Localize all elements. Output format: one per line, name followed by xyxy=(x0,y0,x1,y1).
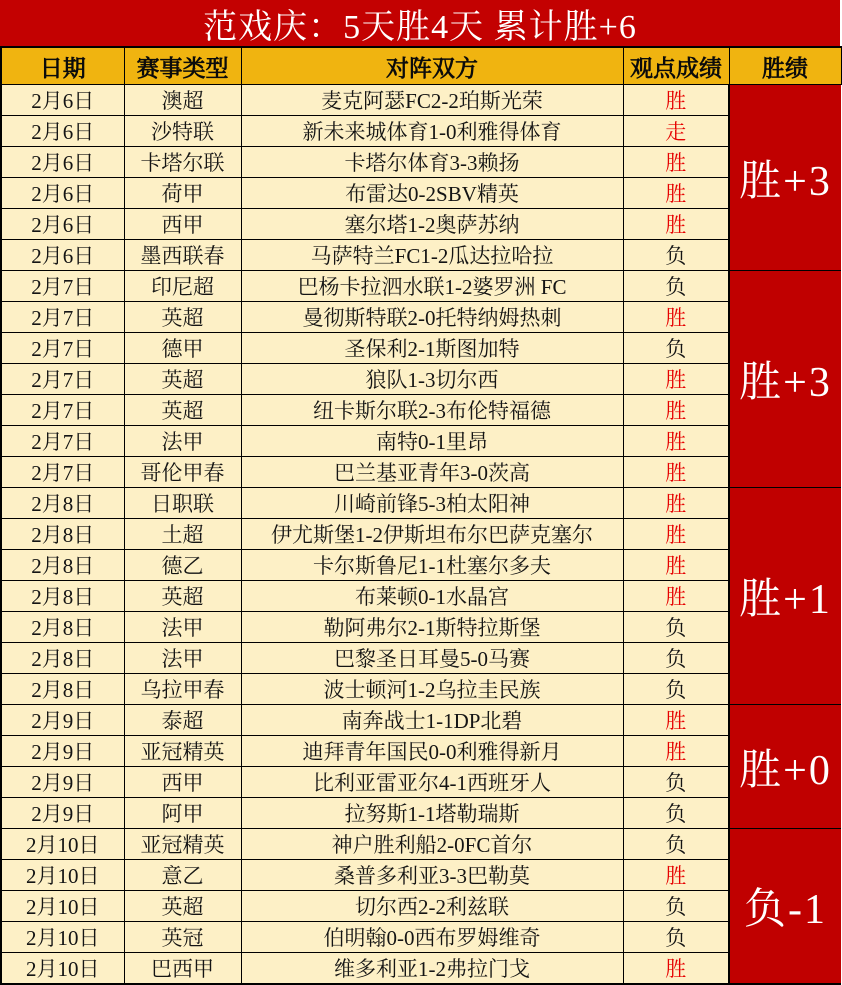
result-cell: 胜 xyxy=(623,209,729,240)
table-row xyxy=(1,767,841,798)
date-cell: 2月7日 xyxy=(1,302,124,333)
header-row xyxy=(1,47,841,85)
league-cell: 法甲 xyxy=(124,643,241,674)
league-cell: 德甲 xyxy=(124,333,241,364)
date-cell: 2月6日 xyxy=(1,85,124,116)
date-cell: 2月8日 xyxy=(1,674,124,705)
match-cell: 塞尔塔1-2奥萨苏纳 xyxy=(241,209,623,240)
table-row xyxy=(1,178,841,209)
match-cell: 巴黎圣日耳曼5-0马赛 xyxy=(241,643,623,674)
date-cell: 2月6日 xyxy=(1,178,124,209)
date-cell: 2月7日 xyxy=(1,364,124,395)
league-cell: 墨西联春 xyxy=(124,240,241,271)
league-cell: 乌拉甲春 xyxy=(124,674,241,705)
result-cell: 胜 xyxy=(623,705,729,736)
column-header-match: 对阵双方 xyxy=(241,47,623,85)
league-cell: 意乙 xyxy=(124,860,241,891)
table-row xyxy=(1,519,841,550)
league-cell: 英超 xyxy=(124,395,241,426)
date-cell: 2月10日 xyxy=(1,922,124,953)
match-cell: 卡尔斯鲁尼1-1杜塞尔多夫 xyxy=(241,550,623,581)
date-cell: 2月10日 xyxy=(1,829,124,860)
result-cell: 负 xyxy=(623,612,729,643)
page-title: 范戏庆：5天胜4天 累计胜+6 xyxy=(203,8,637,46)
date-cell: 2月6日 xyxy=(1,116,124,147)
match-cell: 迪拜青年国民0-0利雅得新月 xyxy=(241,736,623,767)
league-cell: 沙特联 xyxy=(124,116,241,147)
table-row xyxy=(1,116,841,147)
match-cell: 南奔战士1-1DP北碧 xyxy=(241,705,623,736)
table-row xyxy=(1,271,841,302)
date-cell: 2月9日 xyxy=(1,798,124,829)
league-cell: 卡塔尔联 xyxy=(124,147,241,178)
date-cell: 2月6日 xyxy=(1,240,124,271)
league-cell: 澳超 xyxy=(124,85,241,116)
match-cell: 巴兰基亚青年3-0茨高 xyxy=(241,457,623,488)
match-cell: 麦克阿瑟FC2-2珀斯光荣 xyxy=(241,85,623,116)
league-cell: 西甲 xyxy=(124,767,241,798)
league-cell: 法甲 xyxy=(124,426,241,457)
league-cell: 阿甲 xyxy=(124,798,241,829)
date-cell: 2月8日 xyxy=(1,488,124,519)
result-cell: 胜 xyxy=(623,85,729,116)
result-cell: 胜 xyxy=(623,364,729,395)
match-cell: 布莱顿0-1水晶宫 xyxy=(241,581,623,612)
league-cell: 英超 xyxy=(124,891,241,922)
match-cell: 狼队1-3切尔西 xyxy=(241,364,623,395)
table-row xyxy=(1,550,841,581)
result-cell: 负 xyxy=(623,674,729,705)
league-cell: 哥伦甲春 xyxy=(124,457,241,488)
result-cell: 胜 xyxy=(623,426,729,457)
league-cell: 英超 xyxy=(124,364,241,395)
league-cell: 德乙 xyxy=(124,550,241,581)
table-row xyxy=(1,705,841,736)
league-cell: 印尼超 xyxy=(124,271,241,302)
date-cell: 2月9日 xyxy=(1,705,124,736)
results-table-head xyxy=(1,47,841,85)
date-cell: 2月7日 xyxy=(1,271,124,302)
group-summary-cell: 胜+0 xyxy=(729,705,841,829)
match-cell: 伊尤斯堡1-2伊斯坦布尔巴萨克塞尔 xyxy=(241,519,623,550)
date-cell: 2月7日 xyxy=(1,457,124,488)
column-header-result: 观点成绩 xyxy=(623,47,729,85)
result-cell: 负 xyxy=(623,798,729,829)
result-cell: 负 xyxy=(623,829,729,860)
league-cell: 泰超 xyxy=(124,705,241,736)
match-cell: 勒阿弗尔2-1斯特拉斯堡 xyxy=(241,612,623,643)
result-cell: 胜 xyxy=(623,147,729,178)
league-cell: 英冠 xyxy=(124,922,241,953)
league-cell: 英超 xyxy=(124,302,241,333)
date-cell: 2月10日 xyxy=(1,860,124,891)
table-row xyxy=(1,240,841,271)
result-cell: 负 xyxy=(623,767,729,798)
date-cell: 2月6日 xyxy=(1,209,124,240)
date-cell: 2月8日 xyxy=(1,643,124,674)
match-cell: 卡塔尔体育3-3赖扬 xyxy=(241,147,623,178)
match-cell: 波士顿河1-2乌拉圭民族 xyxy=(241,674,623,705)
result-cell: 负 xyxy=(623,891,729,922)
result-cell: 胜 xyxy=(623,519,729,550)
table-row xyxy=(1,147,841,178)
league-cell: 亚冠精英 xyxy=(124,829,241,860)
table-row xyxy=(1,953,841,985)
group-summary-cell: 胜+3 xyxy=(729,271,841,488)
table-row xyxy=(1,860,841,891)
match-cell: 马萨特兰FC1-2瓜达拉哈拉 xyxy=(241,240,623,271)
group-summary-cell: 胜+3 xyxy=(729,85,841,271)
date-cell: 2月9日 xyxy=(1,767,124,798)
league-cell: 西甲 xyxy=(124,209,241,240)
result-cell: 胜 xyxy=(623,488,729,519)
result-cell: 负 xyxy=(623,271,729,302)
group-summary-cell: 负-1 xyxy=(729,829,841,985)
match-cell: 神户胜利船2-0FC首尔 xyxy=(241,829,623,860)
group-summary-cell: 胜+1 xyxy=(729,488,841,705)
date-cell: 2月8日 xyxy=(1,612,124,643)
match-cell: 伯明翰0-0西布罗姆维奇 xyxy=(241,922,623,953)
league-cell: 法甲 xyxy=(124,612,241,643)
date-cell: 2月8日 xyxy=(1,519,124,550)
table-row xyxy=(1,674,841,705)
column-header-date: 日期 xyxy=(1,47,124,85)
result-cell: 胜 xyxy=(623,178,729,209)
league-cell: 荷甲 xyxy=(124,178,241,209)
league-cell: 英超 xyxy=(124,581,241,612)
result-cell: 负 xyxy=(623,240,729,271)
column-header-summary: 胜绩 xyxy=(729,47,841,85)
table-row xyxy=(1,798,841,829)
table-row xyxy=(1,333,841,364)
result-cell: 胜 xyxy=(623,736,729,767)
table-row xyxy=(1,922,841,953)
table-row xyxy=(1,891,841,922)
date-cell: 2月8日 xyxy=(1,550,124,581)
result-cell: 胜 xyxy=(623,302,729,333)
result-cell: 胜 xyxy=(623,860,729,891)
table-row xyxy=(1,85,841,116)
table-row xyxy=(1,364,841,395)
table-row xyxy=(1,395,841,426)
date-cell: 2月9日 xyxy=(1,736,124,767)
table-row xyxy=(1,302,841,333)
table-row xyxy=(1,612,841,643)
match-cell: 布雷达0-2SBV精英 xyxy=(241,178,623,209)
results-table xyxy=(0,46,842,985)
title-bar xyxy=(0,0,840,46)
table-row xyxy=(1,209,841,240)
results-table-body xyxy=(1,85,841,985)
match-cell: 维多利亚1-2弗拉门戈 xyxy=(241,953,623,985)
result-cell: 负 xyxy=(623,922,729,953)
result-cell: 胜 xyxy=(623,550,729,581)
match-cell: 圣保利2-1斯图加特 xyxy=(241,333,623,364)
table-row xyxy=(1,488,841,519)
result-cell: 胜 xyxy=(623,953,729,985)
result-cell: 负 xyxy=(623,333,729,364)
date-cell: 2月10日 xyxy=(1,953,124,985)
date-cell: 2月7日 xyxy=(1,333,124,364)
result-cell: 胜 xyxy=(623,457,729,488)
match-cell: 拉努斯1-1塔勒瑞斯 xyxy=(241,798,623,829)
match-cell: 比利亚雷亚尔4-1西班牙人 xyxy=(241,767,623,798)
match-cell: 曼彻斯特联2-0托特纳姆热刺 xyxy=(241,302,623,333)
match-cell: 新未来城体育1-0利雅得体育 xyxy=(241,116,623,147)
match-cell: 切尔西2-2利兹联 xyxy=(241,891,623,922)
date-cell: 2月7日 xyxy=(1,395,124,426)
column-header-league: 赛事类型 xyxy=(124,47,241,85)
league-cell: 巴西甲 xyxy=(124,953,241,985)
league-cell: 土超 xyxy=(124,519,241,550)
league-cell: 日职联 xyxy=(124,488,241,519)
table-row xyxy=(1,457,841,488)
result-cell: 负 xyxy=(623,643,729,674)
table-row xyxy=(1,426,841,457)
date-cell: 2月6日 xyxy=(1,147,124,178)
date-cell: 2月8日 xyxy=(1,581,124,612)
table-row xyxy=(1,643,841,674)
match-cell: 南特0-1里昂 xyxy=(241,426,623,457)
table-row xyxy=(1,736,841,767)
result-cell: 胜 xyxy=(623,395,729,426)
match-cell: 纽卡斯尔联2-3布伦特福德 xyxy=(241,395,623,426)
table-row xyxy=(1,829,841,860)
date-cell: 2月7日 xyxy=(1,426,124,457)
result-cell: 胜 xyxy=(623,581,729,612)
table-row xyxy=(1,581,841,612)
match-cell: 川崎前锋5-3柏太阳神 xyxy=(241,488,623,519)
result-cell: 走 xyxy=(623,116,729,147)
match-cell: 桑普多利亚3-3巴勒莫 xyxy=(241,860,623,891)
match-cell: 巴杨卡拉泗水联1-2婆罗洲 FC xyxy=(241,271,623,302)
date-cell: 2月10日 xyxy=(1,891,124,922)
league-cell: 亚冠精英 xyxy=(124,736,241,767)
